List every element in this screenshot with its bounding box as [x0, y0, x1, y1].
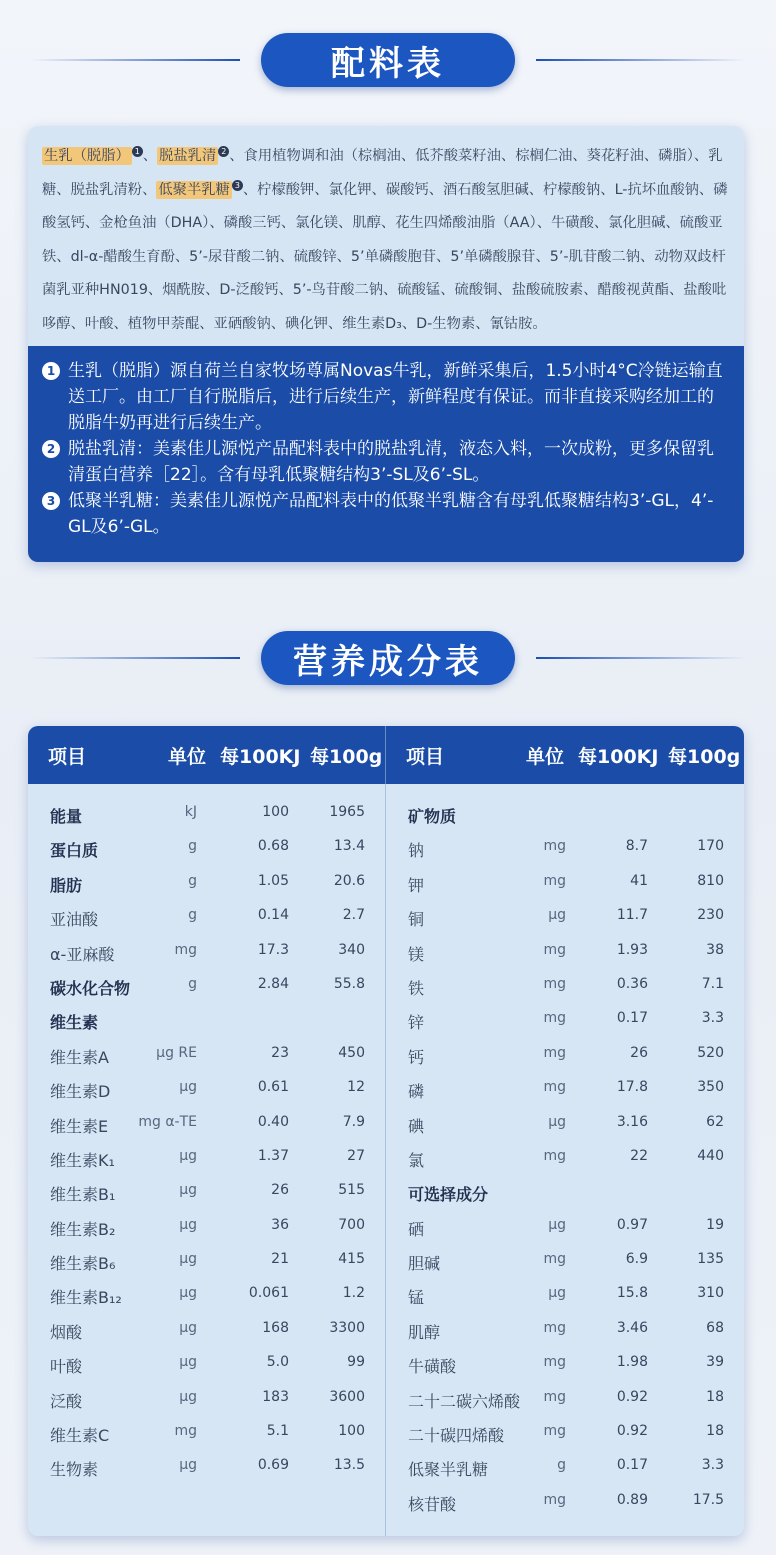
row-name: 泛酸: [50, 1391, 83, 1411]
row-name: 烟酸: [50, 1322, 83, 1342]
row-unit: μg: [179, 1147, 197, 1164]
row-per-kj: 100: [262, 804, 289, 820]
row-name: 核苷酸: [408, 1494, 457, 1514]
row-unit: mg: [543, 1354, 566, 1371]
row-per-kj: 0.17: [616, 1010, 648, 1027]
table-row: [386, 1176, 744, 1210]
row-name: 低聚半乳糖: [408, 1460, 489, 1480]
table-row: [386, 1073, 744, 1107]
row-per-kj: 1.93: [616, 941, 648, 958]
footnote-marker-1: 1: [132, 146, 143, 157]
divider-line: [30, 657, 240, 659]
row-per-kj: 0.61: [257, 1079, 289, 1096]
row-name: 氯: [408, 1150, 425, 1170]
row-unit: μg: [548, 1113, 566, 1130]
row-name: 二十二碳六烯酸: [408, 1391, 521, 1411]
table-row: [386, 867, 744, 901]
table-row: [28, 1039, 385, 1073]
row-per-kj: 0.061: [248, 1285, 289, 1302]
table-row: [28, 1314, 385, 1348]
footnote-text: 低聚半乳糖：美素佳儿源悦产品配料表中的低聚半乳糖含有母乳低聚糖结构3’-GL，4’-GL及6’-GL。: [68, 491, 714, 537]
row-per-g: 170: [697, 838, 724, 855]
row-unit: mg: [543, 872, 566, 889]
table-row: [386, 798, 744, 832]
row-unit: mg: [543, 1319, 566, 1336]
row-per-kj: 17.8: [616, 1079, 648, 1096]
row-per-g: 13.5: [333, 1457, 365, 1474]
header-per-g: 每100g: [310, 745, 383, 768]
row-per-g: 38: [706, 941, 724, 958]
row-unit: mg: [543, 1251, 566, 1268]
row-unit: μg: [179, 1354, 197, 1371]
table-row: [386, 832, 744, 866]
row-per-kj: 6.9: [625, 1251, 648, 1268]
table-row: [386, 1417, 744, 1451]
row-name: 铜: [408, 910, 425, 930]
row-per-kj: 21: [271, 1251, 289, 1268]
row-unit: μg: [179, 1182, 197, 1199]
row-per-kj: 36: [271, 1216, 289, 1233]
row-name: 维生素: [50, 1013, 99, 1033]
row-per-kj: 0.14: [257, 907, 289, 924]
row-per-g: 700: [338, 1216, 365, 1233]
row-unit: mg: [174, 1423, 197, 1440]
row-name: 锌: [408, 1013, 425, 1033]
row-per-g: 27: [347, 1147, 365, 1164]
row-per-g: 415: [338, 1251, 365, 1268]
header-unit: 单位: [526, 745, 565, 768]
table-row: [386, 901, 744, 935]
table-header: [28, 726, 744, 784]
footnote-text: 生乳（脱脂）源自荷兰自家牧场尊属Novas牛乳，新鲜采集后，1.5小时4°C冷链运输直送工厂。由工厂自行脱脂后，进行后续生产，新鲜程度有保证。而非直接采购经加工的脱脂牛奶再进行后续生产。: [68, 361, 723, 433]
row-per-g: 3300: [329, 1319, 365, 1336]
row-name: 维生素B₆: [50, 1254, 116, 1274]
row-per-g: 440: [697, 1147, 724, 1164]
table-row: [28, 936, 385, 970]
table-left-column: [28, 784, 386, 1536]
footnote-1: [42, 358, 730, 436]
table-row: [386, 1348, 744, 1382]
row-per-g: 3600: [329, 1388, 365, 1405]
row-per-kj: 26: [630, 1044, 648, 1061]
row-per-kj: 1.05: [257, 872, 289, 889]
row-per-g: 62: [706, 1113, 724, 1130]
row-per-kj: 17.3: [257, 941, 289, 958]
row-unit: μg: [179, 1251, 197, 1268]
row-per-g: 99: [347, 1354, 365, 1371]
row-per-g: 230: [697, 907, 724, 924]
row-name: 亚油酸: [50, 910, 99, 930]
table-row: [386, 1108, 744, 1142]
row-per-kj: 0.40: [257, 1113, 289, 1130]
row-per-kj: 26: [271, 1182, 289, 1199]
row-name: 铁: [408, 978, 425, 998]
table-row: [386, 970, 744, 1004]
row-per-g: 520: [697, 1044, 724, 1061]
row-per-g: 7.1: [701, 975, 724, 992]
row-per-g: 68: [706, 1319, 724, 1336]
table-row: [386, 1039, 744, 1073]
highlight-whey: 脱盐乳清: [159, 148, 217, 164]
table-row: [28, 1348, 385, 1382]
row-unit: μg: [179, 1457, 197, 1474]
row-per-kj: 0.92: [616, 1423, 648, 1440]
row-name: 维生素D: [50, 1082, 111, 1102]
row-per-g: 135: [697, 1251, 724, 1268]
row-name: 脂肪: [50, 875, 83, 895]
row-per-kj: 3.16: [616, 1113, 648, 1130]
row-name: 钙: [408, 1047, 425, 1067]
divider-line: [536, 59, 746, 61]
table-row: [28, 970, 385, 1004]
table-row: [386, 1383, 744, 1417]
row-per-g: 810: [697, 872, 724, 889]
row-per-kj: 23: [271, 1044, 289, 1061]
row-per-kj: 0.36: [616, 975, 648, 992]
ingredients-card: [28, 126, 744, 562]
row-unit: μg: [179, 1319, 197, 1336]
row-per-kj: 22: [630, 1147, 648, 1164]
row-name: 胆碱: [408, 1254, 441, 1274]
divider-line: [536, 657, 746, 659]
row-name: 维生素B₁₂: [50, 1288, 122, 1308]
row-name: 钠: [408, 841, 425, 861]
footnote-marker-3: 3: [232, 180, 243, 191]
row-per-kj: 168: [262, 1319, 289, 1336]
row-unit: μg: [548, 907, 566, 924]
nutrition-table: [28, 726, 744, 1536]
row-unit: g: [188, 907, 197, 924]
ingredients-title: 配料表: [261, 33, 515, 87]
divider-line: [30, 59, 240, 61]
row-unit: μg: [179, 1388, 197, 1405]
table-row: [28, 901, 385, 935]
row-per-g: 55.8: [333, 975, 365, 992]
table-row: [386, 1314, 744, 1348]
row-unit: mg: [543, 1147, 566, 1164]
ingredients-list: [28, 126, 744, 346]
row-name: 维生素C: [50, 1426, 110, 1446]
highlight-gos: 低聚半乳糖: [158, 181, 230, 198]
row-name: 碳水化合物: [50, 978, 131, 998]
table-row: [28, 1142, 385, 1176]
row-per-g: 340: [338, 941, 365, 958]
ingredients-text-1: 、食用植物调和油（棕榈油、低芥酸菜籽油、棕榈仁油、葵花籽油、磷脂）、乳糖、脱盐乳清粉、: [42, 148, 723, 198]
row-unit: mg: [543, 838, 566, 855]
table-row: [386, 1142, 744, 1176]
table-row: [28, 832, 385, 866]
table-row: [28, 1004, 385, 1038]
row-name: 维生素K₁: [50, 1150, 115, 1170]
row-name: 维生素E: [50, 1116, 109, 1136]
row-unit: g: [557, 1457, 566, 1474]
table-row: [386, 1279, 744, 1313]
row-unit: mg: [543, 1423, 566, 1440]
row-unit: μg: [179, 1079, 197, 1096]
footnote-number: 3: [42, 492, 60, 510]
row-unit: mg: [543, 941, 566, 958]
table-right-column: [386, 784, 744, 1536]
separator: 、: [142, 148, 158, 164]
row-name: 可选择成分: [408, 1185, 489, 1205]
row-unit: mg α-TE: [138, 1113, 197, 1130]
row-per-g: 19: [706, 1216, 724, 1233]
row-per-g: 515: [338, 1182, 365, 1199]
header-right: [386, 726, 744, 784]
table-row: [386, 936, 744, 970]
row-unit: kJ: [184, 804, 197, 820]
row-per-g: 310: [697, 1285, 724, 1302]
row-unit: mg: [543, 1044, 566, 1061]
header-per-kj: 每100KJ: [220, 745, 301, 768]
header-per-g: 每100g: [668, 745, 741, 768]
row-name: 蛋白质: [50, 841, 99, 861]
row-per-kj: 15.8: [616, 1285, 648, 1302]
table-row: [28, 1211, 385, 1245]
row-unit: μg: [179, 1285, 197, 1302]
row-name: 牛磺酸: [408, 1357, 457, 1377]
row-per-kj: 3.46: [616, 1319, 648, 1336]
row-per-g: 18: [706, 1423, 724, 1440]
row-per-g: 20.6: [333, 872, 365, 889]
table-row: [28, 1279, 385, 1313]
table-row: [386, 1211, 744, 1245]
row-per-g: 39: [706, 1354, 724, 1371]
table-row: [28, 867, 385, 901]
row-per-kj: 5.1: [266, 1423, 289, 1440]
row-unit: μg RE: [156, 1044, 197, 1061]
row-per-g: 100: [338, 1423, 365, 1440]
footnote-2: [42, 436, 730, 488]
footnote-text: 脱盐乳清：美素佳儿源悦产品配料表中的脱盐乳清，液态入料，一次成粉，更多保留乳清蛋白营养［22］。含有母乳低聚糖结构3’-SL及6’-SL。: [68, 439, 714, 485]
row-per-g: 12: [347, 1079, 365, 1096]
row-per-kj: 0.69: [257, 1457, 289, 1474]
row-per-g: 17.5: [692, 1491, 724, 1508]
row-per-g: 1965: [329, 804, 365, 820]
row-unit: g: [188, 838, 197, 855]
footnotes-panel: [28, 346, 744, 562]
row-per-kj: 41: [630, 872, 648, 889]
table-row: [386, 1486, 744, 1520]
row-per-kj: 0.17: [616, 1457, 648, 1474]
row-name: 钾: [408, 875, 425, 895]
footnote-number: 1: [42, 362, 60, 380]
highlight-skim-milk: 生乳（脱脂）: [44, 148, 130, 164]
ingredients-section-header: [0, 28, 776, 92]
row-per-g: 18: [706, 1388, 724, 1405]
row-name: 碘: [408, 1116, 425, 1136]
row-per-g: 3.3: [701, 1010, 724, 1027]
table-row: [28, 1383, 385, 1417]
row-per-g: 2.7: [342, 907, 365, 924]
footnote-number: 2: [42, 440, 60, 458]
row-name: 二十碳四烯酸: [408, 1426, 505, 1446]
row-name: 维生素B₁: [50, 1185, 116, 1205]
footnote-marker-2: 2: [218, 146, 229, 157]
row-per-kj: 0.89: [616, 1491, 648, 1508]
row-per-kj: 0.97: [616, 1216, 648, 1233]
row-name: 锰: [408, 1288, 425, 1308]
table-row: [28, 1417, 385, 1451]
row-per-g: 13.4: [333, 838, 365, 855]
row-per-g: 3.3: [701, 1457, 724, 1474]
row-per-kj: 1.98: [616, 1354, 648, 1371]
header-item: 项目: [48, 745, 87, 768]
row-unit: mg: [543, 1491, 566, 1508]
row-unit: μg: [179, 1216, 197, 1233]
row-name: 肌醇: [408, 1322, 441, 1342]
table-row: [28, 1245, 385, 1279]
footnote-3: [42, 488, 730, 540]
header-per-kj: 每100KJ: [578, 745, 659, 768]
header-left: [28, 726, 386, 784]
row-name: 维生素A: [50, 1047, 109, 1067]
ingredients-text-2: 、柠檬酸钾、氯化钾、碳酸钙、酒石酸氢胆碱、柠檬酸钠、L-抗坏血酸钠、磷酸氢钙、金枪鱼油（DHA）、磷酸三钙、氯化镁、肌醇、花生四烯酸油脂（AA）、牛磺酸、氯化胆碱、硫酸亚铁、dl-α-醋酸生育酚、5’-尿苷酸二钠、硫酸锌、5’单磷酸胞苷、5’单磷酸腺苷、5’-肌苷酸二钠、动物双歧杆菌乳亚种HN019、烟酰胺、D-泛酸钙、5’-鸟苷酸二钠、硫酸锰、硫酸铜、盐酸硫胺素、醋酸视黄酯、盐酸吡哆醇、叶酸、植物甲萘醌、亚硒酸钠、碘化钾、维生素D₃、D-生物素、氰钴胺。: [42, 181, 728, 332]
row-name: 生物素: [50, 1460, 99, 1480]
row-name: 磷: [408, 1082, 425, 1102]
row-unit: mg: [543, 975, 566, 992]
row-per-kj: 1.37: [257, 1147, 289, 1164]
table-row: [386, 1451, 744, 1485]
row-name: 硒: [408, 1219, 425, 1239]
table-row: [28, 798, 385, 832]
table-row: [28, 1451, 385, 1485]
nutrition-section-header: [0, 626, 776, 690]
row-name: 能量: [50, 807, 83, 826]
table-row: [28, 1073, 385, 1107]
row-name: 镁: [408, 944, 425, 964]
row-per-g: 1.2: [342, 1285, 365, 1302]
header-item: 项目: [406, 745, 445, 768]
table-body: [28, 784, 744, 1536]
row-per-g: 7.9: [342, 1113, 365, 1130]
row-per-kj: 0.68: [257, 838, 289, 855]
row-unit: mg: [543, 1079, 566, 1096]
row-unit: μg: [548, 1216, 566, 1233]
row-name: α-亚麻酸: [50, 944, 115, 964]
row-unit: g: [188, 975, 197, 992]
row-per-kj: 183: [262, 1388, 289, 1405]
header-unit: 单位: [168, 745, 207, 768]
row-per-kj: 8.7: [625, 838, 648, 855]
nutrition-title: 营养成分表: [261, 631, 515, 685]
row-unit: mg: [174, 941, 197, 958]
row-name: 维生素B₂: [50, 1219, 116, 1239]
row-name: 矿物质: [408, 807, 457, 826]
table-row: [386, 1004, 744, 1038]
table-row: [386, 1245, 744, 1279]
row-per-kj: 2.84: [257, 975, 289, 992]
row-per-kj: 0.92: [616, 1388, 648, 1405]
row-unit: mg: [543, 1010, 566, 1027]
row-per-kj: 11.7: [616, 907, 648, 924]
row-name: 叶酸: [50, 1357, 83, 1377]
row-unit: μg: [548, 1285, 566, 1302]
row-unit: mg: [543, 1388, 566, 1405]
row-per-kj: 5.0: [266, 1354, 289, 1371]
row-unit: g: [188, 872, 197, 889]
row-per-g: 350: [697, 1079, 724, 1096]
table-row: [28, 1108, 385, 1142]
table-row: [28, 1176, 385, 1210]
row-per-g: 450: [338, 1044, 365, 1061]
